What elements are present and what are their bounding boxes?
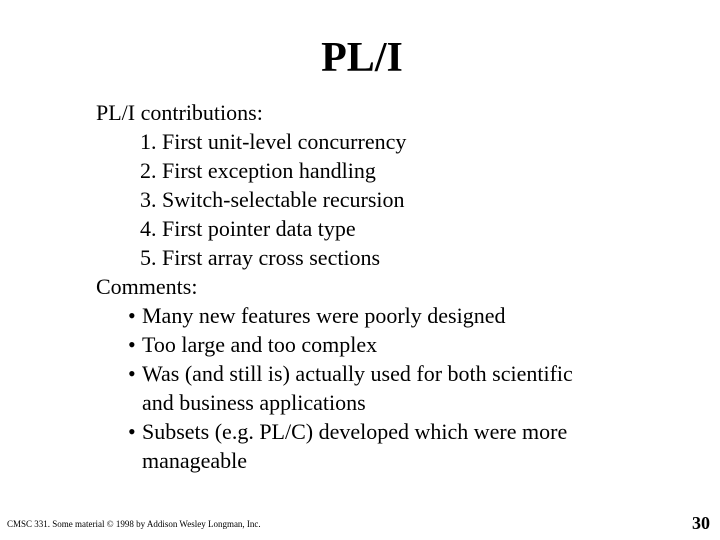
- bullet-icon: •: [128, 361, 136, 386]
- contribution-item: 5. First array cross sections: [140, 245, 381, 270]
- footer-credit: CMSC 331. Some material © 1998 by Addison Wesley Longman, Inc.: [7, 519, 261, 529]
- comment-item: Many new features were poorly designed: [142, 303, 506, 328]
- contribution-item: 3. Switch-selectable recursion: [140, 187, 405, 212]
- bullet-icon: •: [128, 332, 136, 357]
- comments-heading: Comments:: [96, 274, 198, 299]
- comment-item-continuation: and business applications: [142, 390, 366, 415]
- comment-item: Was (and still is) actually used for both scientific: [142, 361, 573, 386]
- slide-title: PL/I: [321, 35, 403, 81]
- comment-item: Subsets (e.g. PL/C) developed which were more: [142, 419, 568, 444]
- contribution-item: 1. First unit-level concurrency: [140, 129, 407, 154]
- contribution-item: 2. First exception handling: [140, 158, 376, 183]
- contribution-item: 4. First pointer data type: [140, 216, 356, 241]
- contributions-heading: PL/I contributions:: [96, 100, 263, 125]
- bullet-icon: •: [128, 419, 136, 444]
- comment-item-continuation: manageable: [142, 448, 248, 473]
- bullet-icon: •: [128, 303, 136, 328]
- page-number: 30: [692, 513, 710, 533]
- comment-item: Too large and too complex: [142, 332, 378, 357]
